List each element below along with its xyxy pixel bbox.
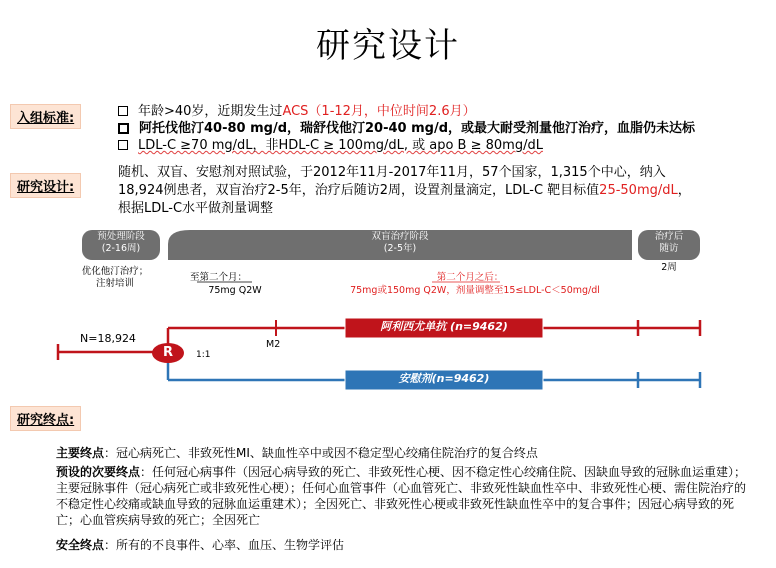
phase-double-label: 双盲治疗阶段 (2-5年) (371, 231, 429, 254)
inclusion-item-2: 阿托伐他汀40-80 mg/d，瑞舒伐他汀20-40 mg/d，或最大耐受剂量他汀治疗，血脂仍未达标 (118, 121, 695, 137)
page-title: 研究设计 (316, 26, 460, 66)
phase-pre-label: 预处理阶段 (2-16周) (97, 231, 145, 254)
inclusion-item-1: 年龄>40岁，近期发生过ACS（1-12月，中位时间2.6月） (118, 104, 476, 120)
month2-title: 至第二个月： (190, 272, 248, 283)
design-text: 随机、双盲、安慰剂对照试验，于2012年11月-2017年11月，57个国家，1,315个中心，纳入18,924例患者，双盲治疗2-5年，治疗后随访2周，设置剂量滴定，LDL-C 靶目标值25-50mg/dL，根据LDL-C水平做剂量调整 (118, 165, 691, 216)
safety-endpoint: 安全终点：所有的不良事件、心率、血压、生物学评估 (56, 538, 345, 552)
month2-dose: 75mg Q2W (208, 285, 262, 296)
phase-follow-label: 治疗后 随访 (654, 231, 684, 254)
randomization-label: R (162, 345, 173, 360)
pre-note: 优化他汀治疗； 注射培训 (81, 266, 149, 289)
checkbox-icon (118, 140, 128, 150)
ratio-label: 1:1 (196, 350, 211, 360)
m2-label: M2 (266, 339, 281, 350)
n-total: N=18,924 (80, 332, 136, 345)
design-label: 研究设计: (10, 173, 81, 198)
endpoints-label: 研究终点: (10, 406, 81, 431)
inclusion-label: 入组标准: (10, 104, 81, 129)
follow-note: 2周 (661, 262, 677, 273)
primary-endpoint: 主要终点：冠心病死亡、非致死性MI、缺血性卒中或因不稳定型心绞痛住院治疗的复合终点 (56, 446, 538, 460)
secondary-endpoint: 预设的次要终点：任何冠心病事件（因冠心病导致的死亡、非致死性心梗、因不稳定性心绞痛住院、因缺血导致的冠脉血运重建）；主要冠脉事件（冠心病死亡或非致死性心梗）；任何心血管事件（心血管死亡、非致死性缺血性卒中、非致死性心梗、需住院治疗的不稳定性心绞痛或缺血导致的冠脉血运重建术）；全因死亡、非致死性心梗或非致死性缺血性卒中的复合事件；因冠心病导致的死亡；心血管疾病导致的死亡；全因死亡 (56, 465, 747, 527)
checkbox-icon (118, 106, 128, 116)
drug-arm-label: 阿利西尤单抗 (n=9462) (380, 320, 508, 333)
after-dose: 75mg或150mg Q2W，剂量调整至15≤LDL-C＜50mg/dl (350, 285, 600, 296)
after-title: 第二个月之后： (436, 272, 504, 283)
checkbox-icon (118, 123, 129, 134)
placebo-arm-label: 安慰剂(n=9462) (398, 372, 490, 385)
inclusion-item-3: LDL-C ≥70 mg/dL，非HDL-C ≥ 100mg/dL, 或 apo B ≥ 80mg/dL (118, 138, 543, 154)
